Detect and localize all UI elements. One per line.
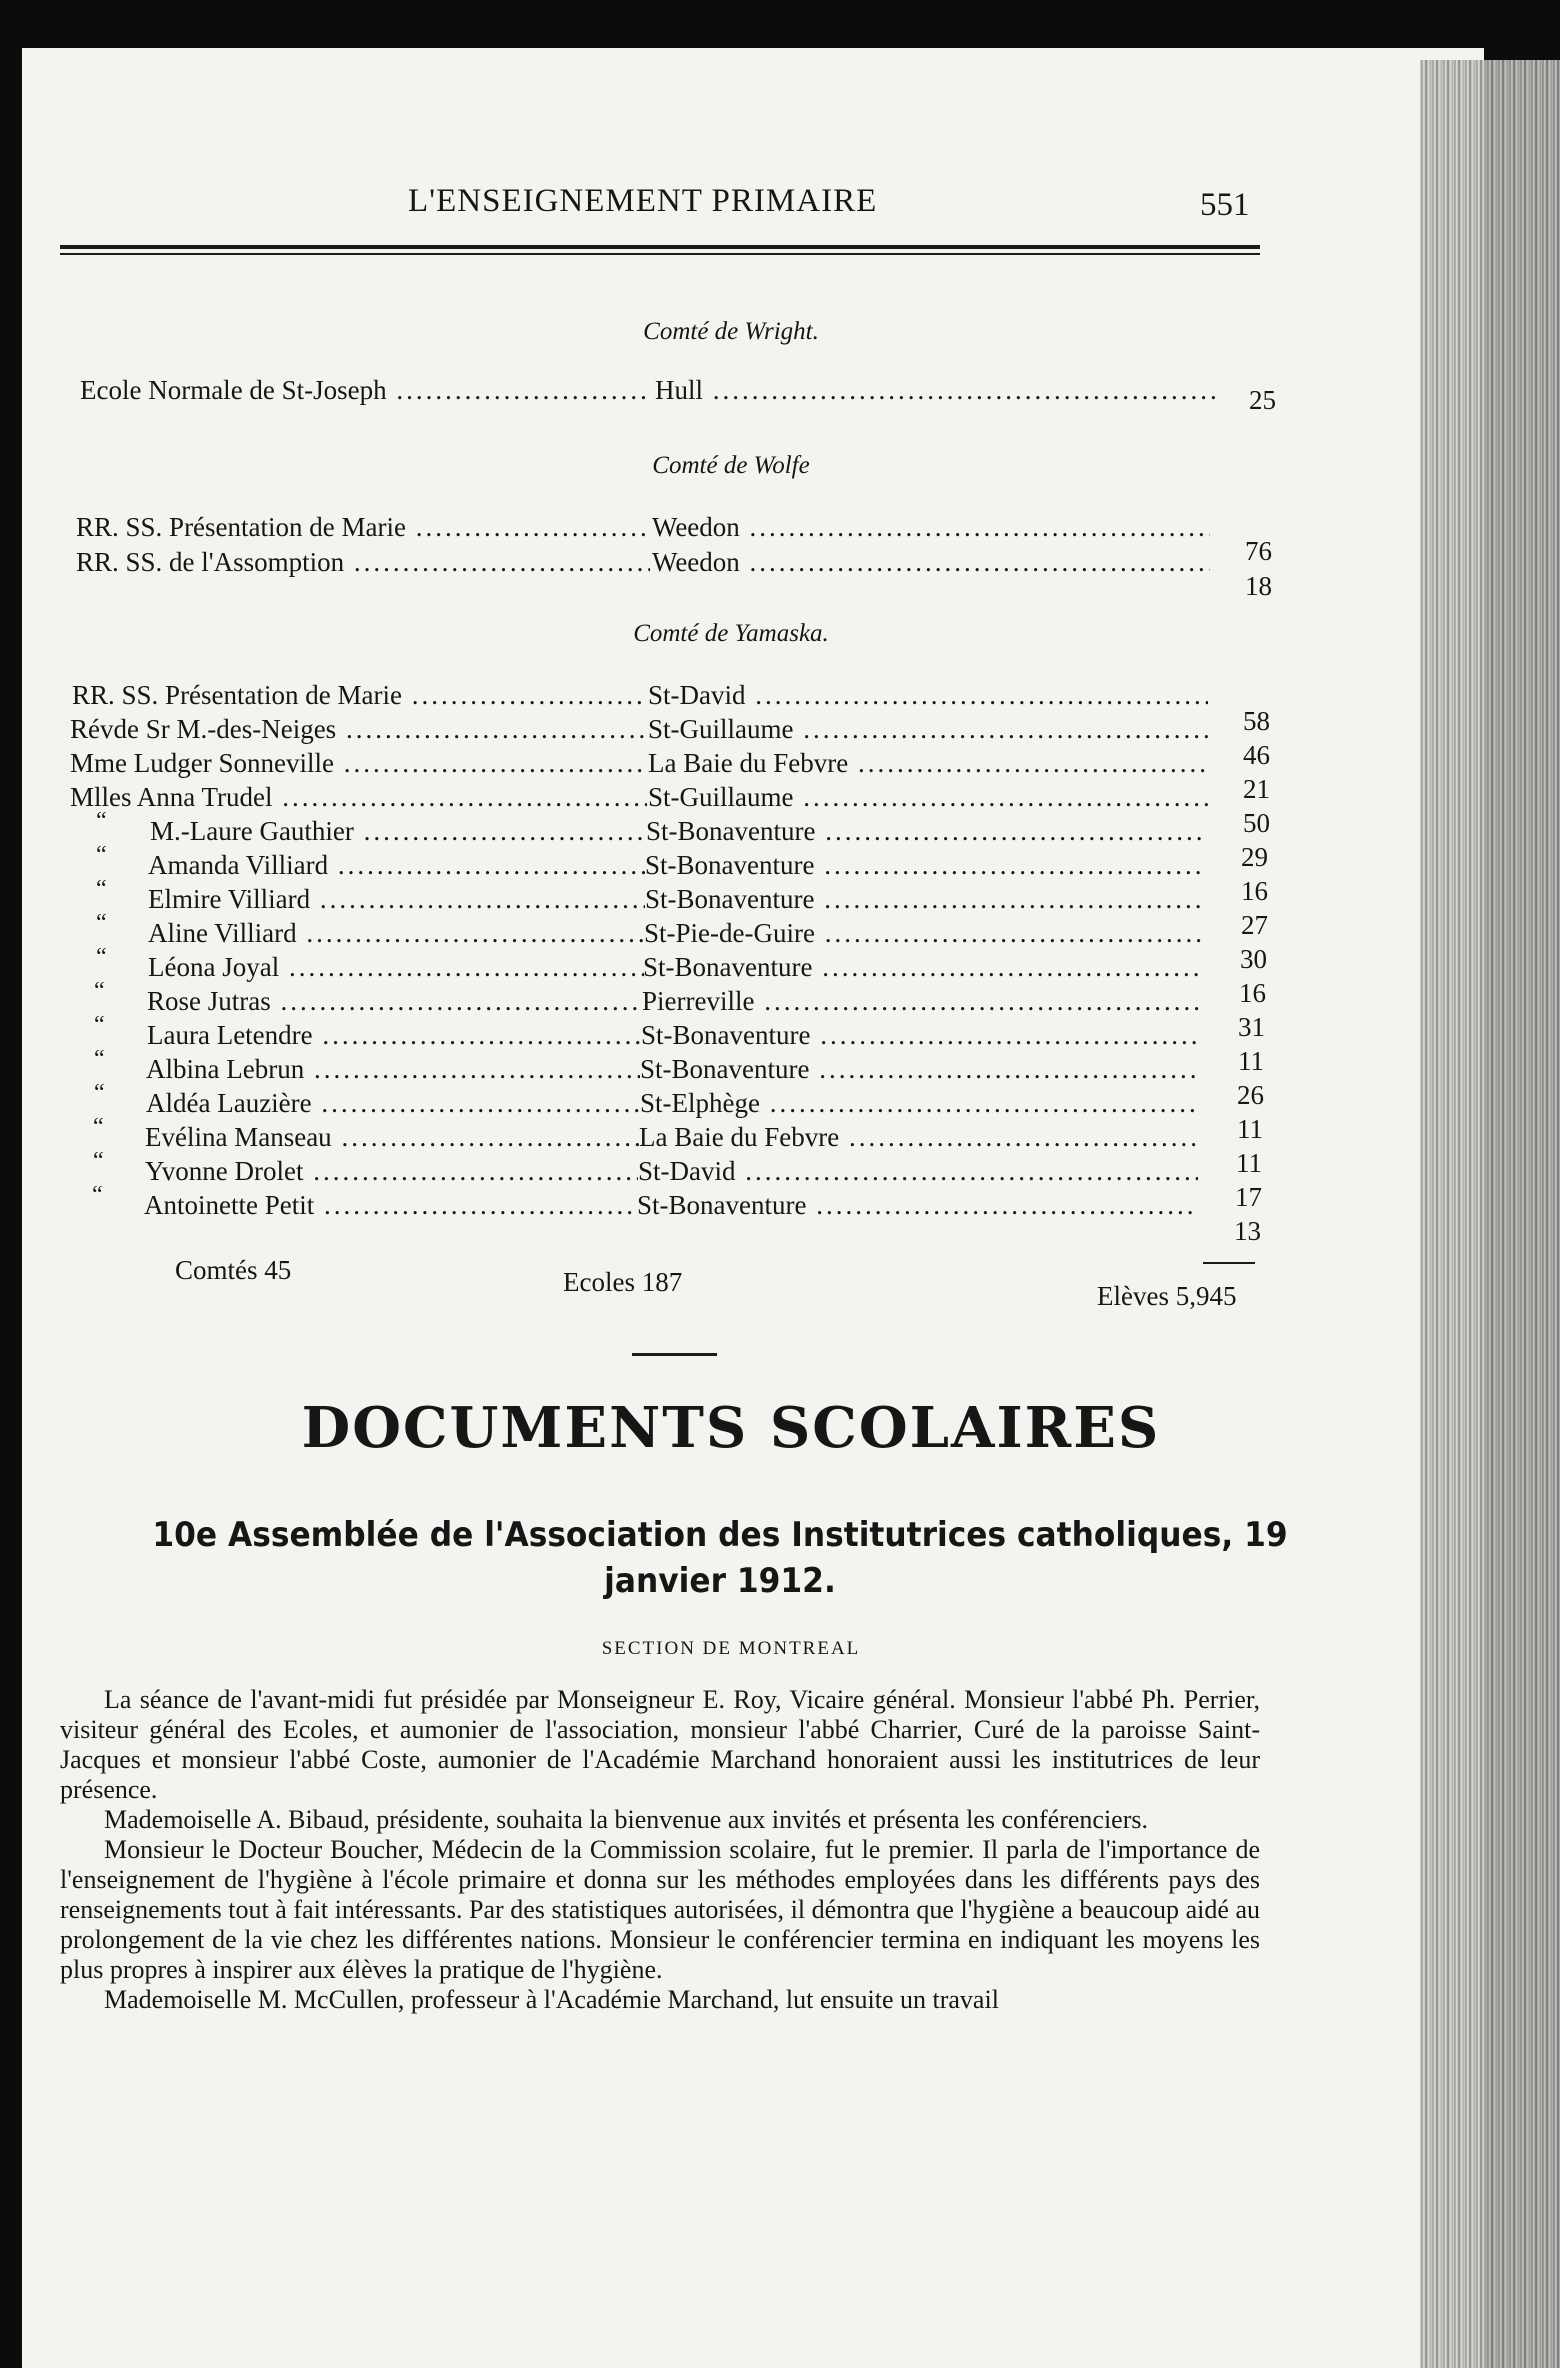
pupil-count: 46	[1243, 740, 1270, 770]
school-name: Yvonne Drolet .....	[145, 1156, 638, 1187]
pupil-count: 21	[1243, 774, 1270, 804]
pupil-count: 11	[1236, 1148, 1262, 1178]
school-name: Mlles Anna Trudel .....	[70, 782, 647, 813]
school-place: St-Bonaventure .....	[641, 1020, 1201, 1051]
school-place: La Baie du Febvre .....	[639, 1122, 1199, 1153]
pupil-count: 25	[1249, 385, 1276, 415]
school-name: Amanda Villiard .....	[148, 850, 646, 881]
paragraph: Monsieur le Docteur Boucher, Médecin de la Commission scolaire, fut le premier. Il parla de l'importance de l'enseignement de l'hygiène à l'école primaire et donna sur les méthodes employées dans les différents pays des renseignements tout à fait intéressants. Par des statistiques autorisées, il démontra que l'hygiène a beaucoup aidé au prolongement de la vie chez les différentes nations. Monsieur le conférencier termina en indiquant les moyens les plus propres à inspirer aux élèves la pratique de l'hygiène.	[60, 1835, 1260, 1984]
table-row	[0, 1182, 1462, 1246]
documents-title: DOCUMENTS SCOLAIRES	[301, 1395, 1161, 1461]
ditto-mark: “	[94, 1080, 105, 1106]
pupil-count: 76	[1245, 536, 1272, 566]
ditto-mark: “	[96, 944, 107, 970]
pupil-count: 11	[1238, 1046, 1264, 1076]
paragraph: Mademoiselle M. McCullen, professeur à l'Académie Marchand, lut ensuite un travail	[104, 1985, 999, 2014]
school-place: Hull .....	[655, 375, 1215, 406]
ditto-mark: “	[93, 1148, 104, 1174]
pupil-count: 11	[1237, 1114, 1263, 1144]
school-place: St-Guillaume .....	[648, 714, 1208, 745]
ditto-mark: “	[96, 842, 107, 868]
ditto-mark: “	[96, 876, 107, 902]
table-row	[0, 375, 1462, 415]
page-number: 551	[1200, 187, 1250, 223]
school-place: St-Bonaventure .....	[645, 884, 1205, 915]
school-place: La Baie du Febvre .....	[648, 748, 1208, 779]
header-rule-thin	[60, 253, 1260, 255]
table-row	[0, 547, 1462, 601]
school-name: RR. SS. Présentation de Marie .....	[72, 680, 647, 711]
school-name: Laura Letendre .....	[147, 1020, 641, 1051]
school-name: Révde Sr M.-des-Neiges .....	[70, 714, 647, 745]
school-place: St-Elphège .....	[640, 1088, 1200, 1119]
paragraph: Mademoiselle A. Bibaud, présidente, souhaita la bienvenue aux invités et présenta les conférenciers.	[104, 1805, 1148, 1834]
ditto-mark: “	[96, 808, 107, 834]
sum-rule	[1203, 1262, 1255, 1264]
school-place: Weedon .....	[652, 512, 1210, 543]
total-pupils: Elèves 5,945	[1097, 1281, 1237, 1311]
ditto-mark: “	[92, 1182, 103, 1208]
page-header	[0, 175, 1462, 235]
pupil-count: 27	[1241, 910, 1268, 940]
school-name: Albina Lebrun .....	[146, 1054, 640, 1085]
school-place: St-David .....	[648, 680, 1208, 711]
pupil-count: 31	[1238, 1012, 1265, 1042]
assembly-title: 10e Assemblée de l'Association des Institutrices catholiques, 19 janvier 1912.	[152, 1515, 1288, 1601]
ditto-mark: “	[93, 1114, 104, 1140]
school-place: Pierreville .....	[642, 986, 1202, 1017]
paragraph: La séance de l'avant-midi fut présidée par Monseigneur E. Roy, Vicaire général. Monsieur l'abbé Ph. Perrier, visiteur général des Ecoles, et aumonier de l'association, monsieur l'abbé Charrier, Curé de la paroisse Saint-Jacques et monsieur l'abbé Coste, aumonier de l'Académie Marchand honoraient aussi les institutrices de leur présence.	[60, 1685, 1260, 1804]
body-text	[60, 1685, 1260, 2015]
school-place: St-Bonaventure .....	[640, 1054, 1200, 1085]
section-label: SECTION DE MONTREAL	[601, 1638, 861, 1659]
school-name: M.-Laure Gauthier .....	[150, 816, 646, 847]
school-place: St-Bonaventure .....	[637, 1190, 1197, 1221]
pupil-count: 26	[1237, 1080, 1264, 1110]
school-place: St-Bonaventure .....	[643, 952, 1203, 983]
county-heading-wright: Comté de Wright.	[643, 318, 819, 345]
header-rule-thick	[60, 245, 1260, 249]
school-name: Evélina Manseau .....	[145, 1122, 639, 1153]
school-name: RR. SS. de l'Assomption .....	[76, 547, 650, 578]
school-place: St-Guillaume .....	[648, 782, 1208, 813]
school-name: Antoinette Petit .....	[144, 1190, 637, 1221]
running-title: L'ENSEIGNEMENT PRIMAIRE	[408, 183, 878, 219]
pupil-count: 30	[1240, 944, 1267, 974]
total-counties: Comtés 45	[175, 1255, 292, 1285]
ditto-mark: “	[96, 910, 107, 936]
school-place: St-Bonaventure .....	[646, 816, 1206, 847]
pupil-count: 50	[1243, 808, 1270, 838]
school-name: Aline Villiard .....	[148, 918, 644, 949]
total-schools: Ecoles 187	[563, 1267, 683, 1297]
school-name: Aldéa Lauzière .....	[146, 1088, 640, 1119]
pupil-count: 29	[1241, 842, 1268, 872]
county-heading-yamaska: Comté de Yamaska.	[633, 620, 829, 647]
school-name: Mme Ludger Sonneville .....	[70, 748, 647, 779]
ditto-mark: “	[94, 1012, 105, 1038]
school-name: Elmire Villiard .....	[148, 884, 645, 915]
county-heading-wolfe: Comté de Wolfe	[652, 452, 810, 479]
school-place: St-Pie-de-Guire .....	[644, 918, 1204, 949]
ditto-mark: “	[94, 1046, 105, 1072]
pupil-count: 16	[1241, 876, 1268, 906]
pupil-count: 13	[1234, 1216, 1261, 1246]
school-place: St-Bonaventure .....	[645, 850, 1205, 881]
school-place: St-David .....	[638, 1156, 1198, 1187]
pupil-count: 18	[1245, 571, 1272, 601]
school-name: RR. SS. Présentation de Marie .....	[76, 512, 650, 543]
school-name: Léona Joyal .....	[148, 952, 644, 983]
pupil-count: 58	[1243, 706, 1270, 736]
ditto-mark: “	[94, 978, 105, 1004]
school-name: Rose Jutras .....	[147, 986, 643, 1017]
school-place: Weedon .....	[652, 547, 1210, 578]
school-name: Ecole Normale de St-Joseph .....	[80, 375, 650, 406]
pupil-count: 17	[1235, 1182, 1262, 1212]
section-divider	[632, 1353, 717, 1356]
pupil-count: 16	[1239, 978, 1266, 1008]
